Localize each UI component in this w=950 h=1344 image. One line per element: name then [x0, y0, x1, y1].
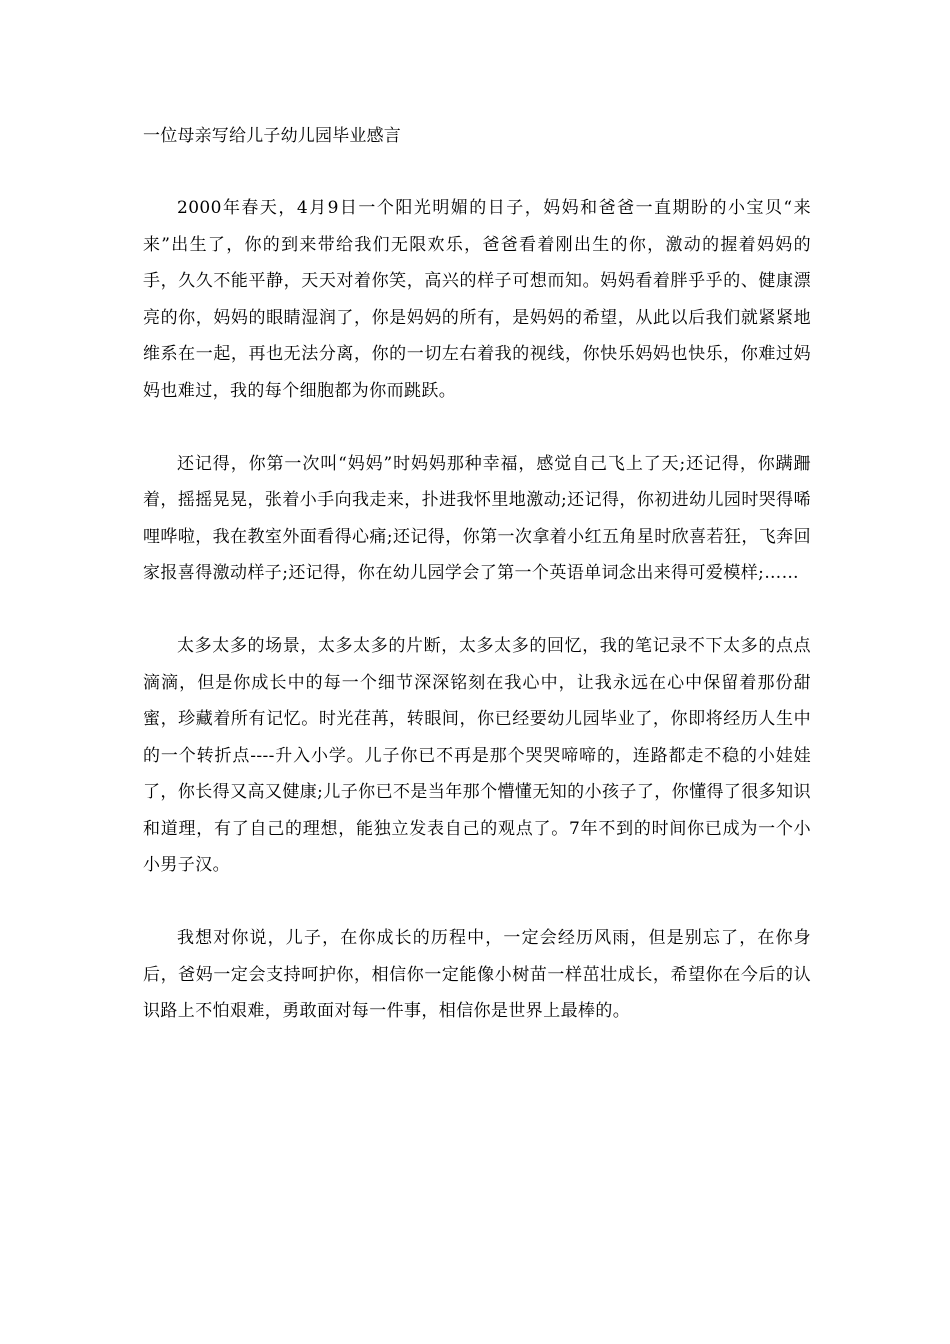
paragraph-growth: 太多太多的场景，太多太多的片断，太多太多的回忆，我的笔记录不下太多的点点滴滴，但是你成长中的每一个细节深深铭刻在我心中，让我永远在心中保留着那份甜蜜，珍藏着所有记忆。时光荏苒，转眼间，你已经要幼儿园毕业了，你即将经历人生中的一个转折点----升入小学。儿子你已不再是那个哭哭啼啼的，连路都走不稳的小娃娃了，你长得又高又健康;儿子你已不是当年那个懵懂无知的小孩子了，你懂得了很多知识和道理，有了自己的理想，能独立发表自己的观点了。7年不到的时间你已成为一个小小男子汉。	[143, 636, 811, 875]
document-title: 一位母亲写给儿子幼儿园毕业感言	[143, 126, 401, 146]
paragraph-wishes: 我想对你说，儿子，在你成长的历程中，一定会经历风雨，但是别忘了，在你身后，爸妈一定会支持呵护你，相信你一定能像小树苗一样茁壮成长，希望你在今后的认识路上不怕艰难，勇敢面对每一件事，相信你是世界上最棒的。	[143, 928, 811, 1021]
document-page	[143, 118, 811, 1066]
title-spacer	[143, 154, 811, 190]
paragraph-memories: 还记得，你第一次叫“妈妈”时妈妈那种幸福，感觉自己飞上了天;还记得，你蹒跚着，摇摇晃晃，张着小手向我走来，扑进我怀里地激动;还记得，你初进幼儿园时哭得唏哩哗啦，我在教室外面看得心痛;还记得，你第一次拿着小红五角星时欣喜若狂，飞奔回家报喜得激动样子;还记得，你在幼儿园学会了第一个英语单词念出来得可爱模样;……	[143, 453, 811, 583]
paragraph-birth: 2000年春天，4月9日一个阳光明媚的日子，妈妈和爸爸一直期盼的小宝贝“来来”出生了，你的到来带给我们无限欢乐，爸爸看着刚出生的你，激动的握着妈妈的手，久久不能平静，天天对着你笑，高兴的样子可想而知。妈妈看着胖乎乎的、健康漂亮的你，妈妈的眼睛湿润了，你是妈妈的所有，是妈妈的希望，从此以后我们就紧紧地维系在一起，再也无法分离，你的一切左右着我的视线，你快乐妈妈也快乐，你难过妈妈也难过，我的每个细胞都为你而跳跃。	[143, 198, 811, 401]
